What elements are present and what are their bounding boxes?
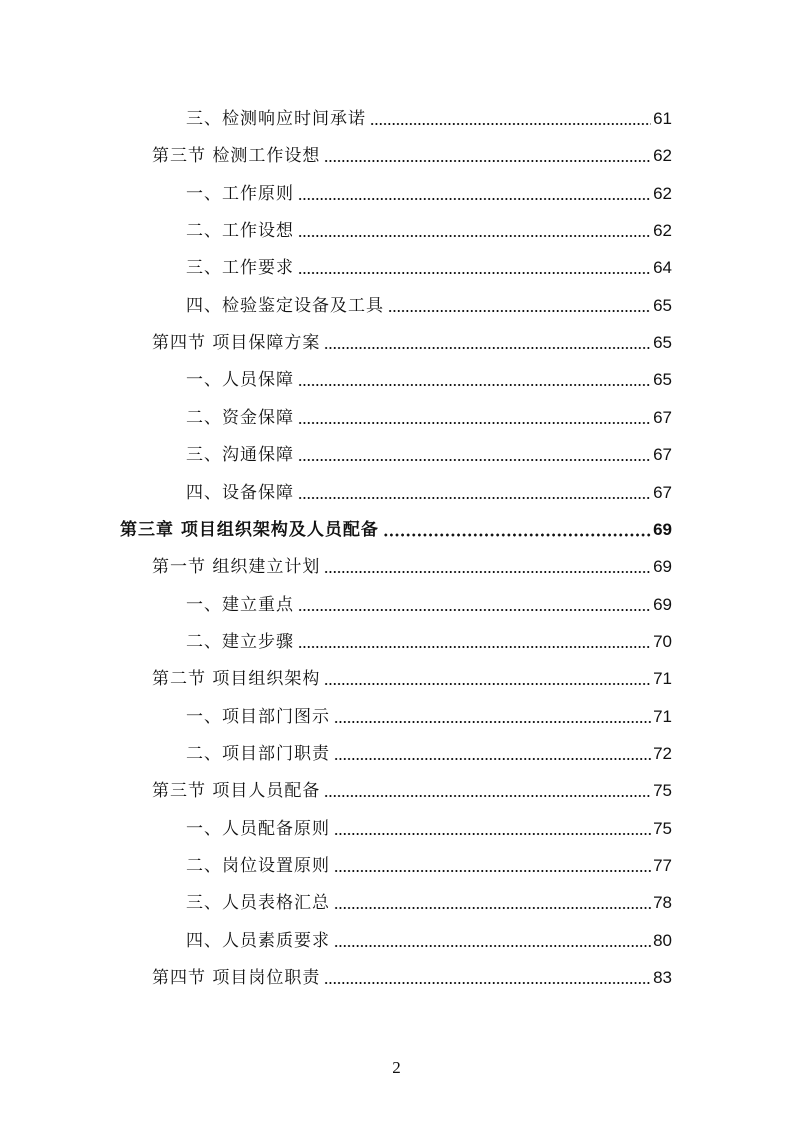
- toc-chapter-entry[interactable]: [120, 517, 672, 543]
- toc-entry-title: 第一节 组织建立计划: [152, 557, 321, 578]
- toc-entry-title: 三、人员表格汇总: [186, 893, 330, 914]
- toc-entry-title: 一、工作原则: [186, 183, 294, 204]
- toc-subsection-entry[interactable]: [186, 928, 672, 954]
- toc-entry-page: 64: [653, 258, 672, 278]
- toc-subsection-entry[interactable]: [186, 218, 672, 244]
- toc-section-entry[interactable]: [152, 330, 672, 356]
- toc-section-entry[interactable]: [152, 143, 672, 169]
- dot-leader: [298, 197, 651, 201]
- toc-entry-title: 三、工作要求: [186, 258, 294, 279]
- toc-entry-page: 80: [653, 930, 672, 950]
- dot-leader: [334, 720, 651, 724]
- dot-leader: [383, 533, 651, 537]
- toc-entry-title: 一、人员保障: [186, 370, 294, 391]
- dot-leader: [324, 981, 651, 985]
- toc-subsection-entry[interactable]: [186, 741, 672, 767]
- toc-entry-page: 75: [653, 818, 672, 838]
- toc-subsection-entry[interactable]: [186, 704, 672, 730]
- dot-leader: [324, 794, 651, 798]
- toc-entry-page: 75: [653, 781, 672, 801]
- toc-entry-title: 二、岗位设置原则: [186, 856, 330, 876]
- toc-entry-title: 二、建立步骤: [186, 631, 294, 652]
- toc-subsection-entry[interactable]: [186, 816, 672, 842]
- toc-section-entry[interactable]: [152, 666, 672, 692]
- dot-leader: [298, 608, 651, 612]
- toc-entry-title: 一、项目部门图示: [186, 706, 330, 727]
- toc-entry-page: 62: [653, 221, 672, 241]
- dot-leader: [324, 570, 651, 574]
- toc-subsection-entry[interactable]: [186, 255, 672, 281]
- toc-entry-page: 67: [653, 407, 672, 427]
- toc-entry-page: 77: [653, 856, 672, 875]
- page-number: 2: [392, 1058, 401, 1077]
- toc-entry-page: 72: [653, 743, 672, 763]
- dot-leader: [298, 234, 651, 238]
- dot-leader: [324, 159, 651, 163]
- dot-leader: [388, 309, 651, 313]
- toc-entry-title: 四、人员素质要求: [186, 930, 330, 951]
- toc-entry-page: 69: [653, 519, 672, 539]
- toc-entry-page: 71: [653, 669, 672, 689]
- dot-leader: [298, 458, 651, 462]
- toc-entry-title: 第三章 项目组织架构及人员配备: [120, 519, 379, 540]
- toc-entry-page: 65: [653, 370, 672, 390]
- toc-entry-title: 三、检测响应时间承诺: [186, 109, 366, 129]
- dot-leader: [298, 271, 651, 275]
- dot-leader: [298, 645, 651, 649]
- toc-entry-page: 70: [653, 631, 672, 651]
- toc-entry-title: 四、检验鉴定设备及工具: [186, 295, 384, 316]
- toc-subsection-entry[interactable]: [186, 367, 672, 393]
- toc-subsection-entry[interactable]: [186, 442, 672, 468]
- toc-entry-page: 78: [653, 893, 672, 913]
- toc-entry-page: 67: [653, 445, 672, 465]
- toc-entry-title: 四、设备保障: [186, 482, 294, 503]
- toc-entry-page: 83: [653, 968, 672, 988]
- toc-subsection-entry[interactable]: [186, 853, 672, 879]
- toc-entry-page: 67: [653, 482, 672, 502]
- dot-leader: [324, 682, 651, 686]
- toc-entry-page: 71: [653, 706, 672, 726]
- toc-subsection-entry[interactable]: [186, 480, 672, 506]
- toc-entry-title: 一、人员配备原则: [186, 818, 330, 839]
- toc-subsection-entry[interactable]: [186, 890, 672, 916]
- toc-entry-page: 62: [653, 183, 672, 203]
- toc-entry-page: 65: [653, 295, 672, 315]
- dot-leader: [334, 869, 651, 873]
- toc-entry-title: 二、项目部门职责: [186, 743, 330, 764]
- toc-entry-page: 69: [653, 594, 672, 614]
- toc-entry-title: 第二节 项目组织架构: [152, 669, 321, 690]
- toc-entry-page: 69: [653, 557, 672, 577]
- dot-leader: [334, 832, 651, 836]
- toc-entry-title: 一、建立重点: [186, 594, 294, 615]
- dot-leader: [298, 496, 651, 500]
- toc-entry-page: 62: [653, 146, 672, 166]
- toc-entry-page: 61: [653, 109, 672, 128]
- dot-leader: [370, 122, 651, 126]
- toc-subsection-entry[interactable]: [186, 106, 672, 132]
- dot-leader: [324, 346, 651, 350]
- toc-entry-title: 第四节 项目岗位职责: [152, 968, 321, 989]
- toc-subsection-entry[interactable]: [186, 629, 672, 655]
- toc-subsection-entry[interactable]: [186, 405, 672, 431]
- dot-leader: [298, 421, 651, 425]
- toc-entry-title: 第四节 项目保障方案: [152, 333, 321, 354]
- toc-entry-title: 二、工作设想: [186, 221, 294, 242]
- toc-subsection-entry[interactable]: [186, 181, 672, 207]
- toc-entry-title: 第三节 检测工作设想: [152, 146, 321, 167]
- toc-section-entry[interactable]: [152, 554, 672, 580]
- dot-leader: [334, 757, 651, 761]
- toc-entry-title: 第三节 项目人员配备: [152, 781, 321, 802]
- toc-section-entry[interactable]: [152, 778, 672, 804]
- dot-leader: [334, 944, 651, 948]
- dot-leader: [334, 906, 651, 910]
- toc-subsection-entry[interactable]: [186, 293, 672, 319]
- toc-entry-page: 65: [653, 333, 672, 353]
- toc-entry-title: 三、沟通保障: [186, 445, 294, 466]
- dot-leader: [298, 383, 651, 387]
- toc-subsection-entry[interactable]: [186, 592, 672, 618]
- toc-entry-title: 二、资金保障: [186, 407, 294, 428]
- toc-section-entry[interactable]: [152, 965, 672, 991]
